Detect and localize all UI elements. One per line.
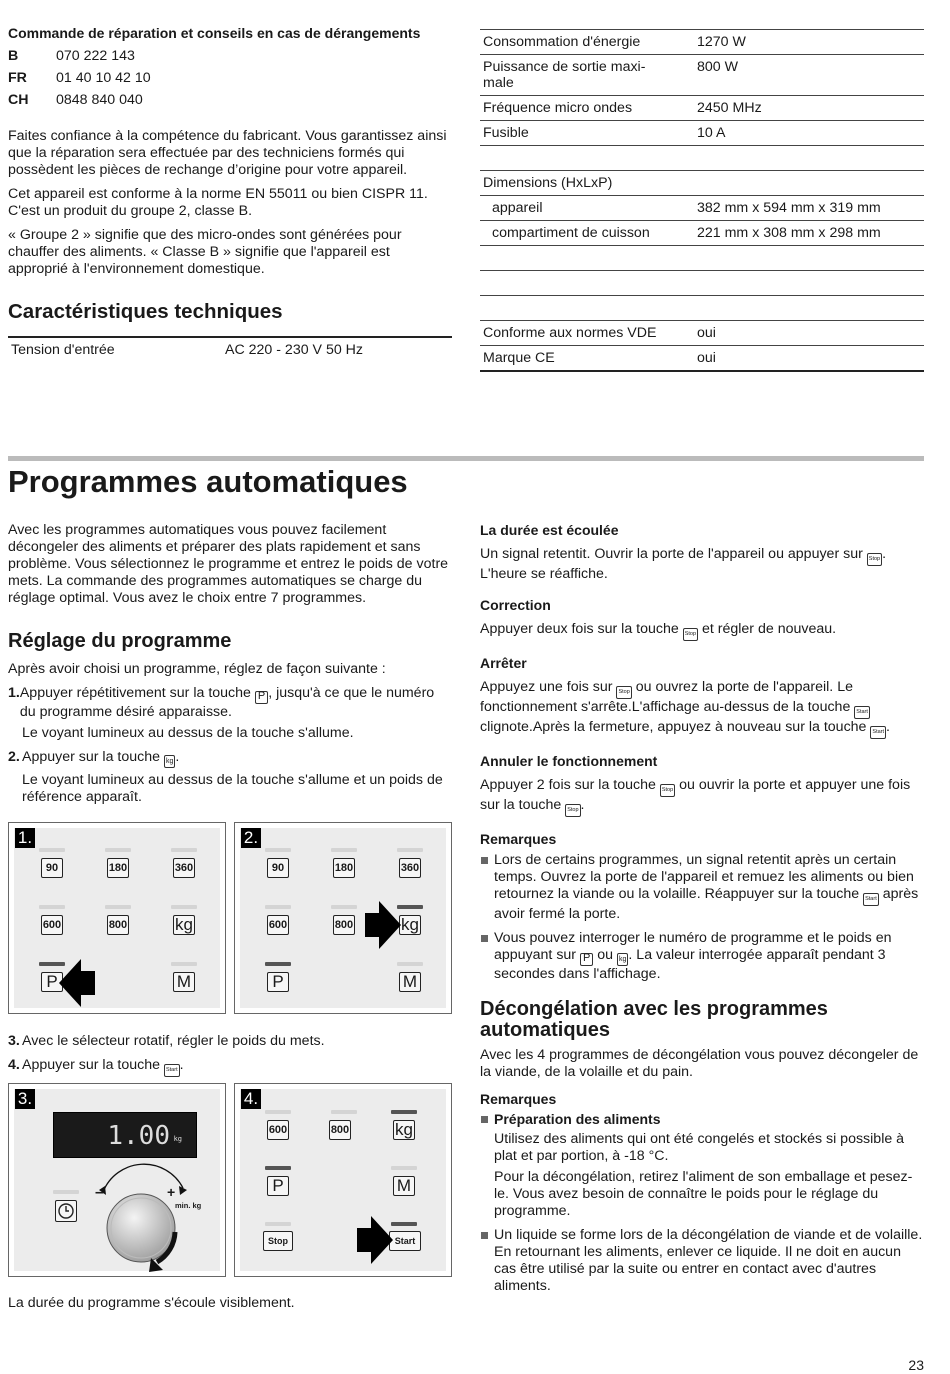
- arrow-right-icon: [357, 1214, 393, 1266]
- program-runs-note: La durée du programme s'écoule visiblement.: [8, 1295, 295, 1311]
- remark-item: Lors de certains programmes, un signal retentit après un certain temps. Ouvrez la porte de l'appareil et remuez les aliments ou bien retournez la viande ou la volaille. Réappuyer sur la touche Start après avoir fermé la porte.: [480, 852, 924, 923]
- button-p: P: [267, 1176, 289, 1196]
- tech-row-empty: [480, 146, 924, 171]
- display-screen: [53, 1112, 197, 1158]
- panel-1-label: 1.: [15, 828, 35, 848]
- step-4: 4. Appuyer sur la touche Start .: [8, 1057, 452, 1077]
- stop-heading: Arrêter: [480, 655, 527, 671]
- tech-title: Caractéristiques techniques: [8, 300, 283, 323]
- tech-row: Dimensions (HxLxP): [480, 171, 924, 196]
- tech-row: Marque CE oui: [480, 346, 924, 372]
- button-180: 180: [107, 858, 129, 878]
- phone-row-fr: FR 01 40 10 42 10: [8, 70, 151, 86]
- page-number: 23: [908, 1357, 924, 1373]
- arrow-left-icon: [59, 957, 95, 1009]
- phone-row-b: B 070 222 143: [8, 48, 135, 64]
- button-800: 800: [107, 915, 129, 935]
- step-1-note: Le voyant lumineux au dessus de la touche s'allume.: [22, 725, 354, 741]
- defrost-title: Décongélation avec les programmes automatiques: [480, 998, 828, 1041]
- finished-paragraph: Un signal retentit. Ouvrir la porte de l'appareil ou appuyer sur Stop . L'heure se réaffiche.: [480, 546, 887, 582]
- panel-3: [8, 1083, 226, 1277]
- tech-row: Consommation d'énergie 1270 W: [480, 30, 924, 55]
- repair-paragraph-2: Cet appareil est conforme à la norme EN 55011 ou bien CISPR 11. C'est un produit du groupe 2, classe B.: [8, 186, 428, 219]
- reglage-intro: Après avoir choisi un programme, réglez de façon suivante :: [8, 661, 386, 677]
- button-600: 600: [267, 915, 289, 935]
- tech-row-empty: [480, 271, 924, 296]
- button-800: 800: [329, 1120, 351, 1140]
- prep-paragraph-1: Utilisez des aliments qui ont été congelés et stockés si possible à plat et par portion, à -18 °C.: [494, 1131, 905, 1164]
- button-kg: kg: [393, 1120, 415, 1140]
- prep-paragraph-2: Pour la décongélation, retirez l'aliment de son emballage et pesez-le. Vous avez besoin de connaître le poids pour le réglage du programme.: [494, 1169, 913, 1219]
- tech-row: compartiment de cuisson 221 mm x 308 mm x 298 mm: [480, 221, 924, 246]
- display-unit: kg: [173, 1135, 182, 1143]
- button-m: M: [399, 972, 421, 992]
- step-2-note: Le voyant lumineux au dessus de la touche s'allume et un poids de référence apparaît.: [22, 772, 443, 805]
- rotary-knob-icon: [91, 1162, 201, 1274]
- clock-button: [55, 1200, 77, 1222]
- finished-heading: La durée est écoulée: [480, 522, 619, 538]
- button-start: Start: [389, 1231, 421, 1251]
- minus-label: –: [95, 1184, 104, 1201]
- tech-row: Puissance de sortie maxi-male 800 W: [480, 55, 924, 96]
- clock-icon: [56, 1201, 76, 1221]
- button-360: 360: [173, 858, 195, 878]
- tech-row: appareil 382 mm x 594 mm x 319 mm: [480, 196, 924, 221]
- button-600: 600: [267, 1120, 289, 1140]
- button-90: 90: [41, 858, 63, 878]
- correction-paragraph: Appuyer deux fois sur la touche Stop et régler de nouveau.: [480, 621, 924, 641]
- tech-table: [480, 29, 924, 372]
- repair-paragraph-1: Faites confiance à la compétence du fabricant. Vous garantissez ainsi que la réparation sera effectuée par des techniciens formés qui possèdent les pièces de rechange d’origine pour votre appareil.: [8, 128, 447, 178]
- button-90: 90: [267, 858, 289, 878]
- correction-heading: Correction: [480, 597, 551, 613]
- button-600: 600: [41, 915, 63, 935]
- panel-4-label: 4.: [241, 1089, 261, 1109]
- button-stop: Stop: [263, 1231, 293, 1251]
- tech-row: Fusible 10 A: [480, 121, 924, 146]
- repair-paragraph-3: « Groupe 2 » signifie que des micro-ondes sont générées pour chauffer des aliments. « Classe B » signifie que l'appareil est approprié à l'environnement domestique.: [8, 227, 402, 277]
- button-kg: kg: [399, 915, 421, 935]
- section-divider: [8, 456, 924, 461]
- step-3: 3. Avec le sélecteur rotatif, régler le poids du mets.: [8, 1033, 325, 1049]
- tech-row: Conforme aux normes VDE oui: [480, 321, 924, 346]
- tech-row: Fréquence micro ondes 2450 MHz: [480, 96, 924, 121]
- button-800: 800: [333, 915, 355, 935]
- button-180: 180: [333, 858, 355, 878]
- button-360: 360: [399, 858, 421, 878]
- cancel-heading: Annuler le fonctionnement: [480, 753, 658, 769]
- button-kg: kg: [173, 915, 195, 935]
- panel-2-label: 2.: [241, 828, 261, 848]
- steps-3-4: [8, 1033, 452, 1077]
- defrost-intro: Avec les 4 programmes de décongélation vous pouvez décongeler de la viande, de la volaille et du pain.: [480, 1047, 919, 1080]
- tech-row-empty: [480, 246, 924, 271]
- button-m: M: [393, 1176, 415, 1196]
- button-p: P: [267, 972, 289, 992]
- remark-item: Vous pouvez interroger le numéro de programme et le poids en appuyant sur P ou kg . La valeur interrogée apparaît pendant 3 secondes dans l'affichage.: [480, 930, 924, 983]
- auto-right-column: [480, 522, 924, 1295]
- display-value: 1.00: [107, 1121, 170, 1151]
- tech-row-empty: [480, 296, 924, 321]
- phone-row-ch: CH 0848 840 040: [8, 92, 143, 108]
- panel-2: [234, 822, 452, 1014]
- remark-item: Préparation des aliments: [480, 1111, 924, 1128]
- reglage-title: Réglage du programme: [8, 630, 232, 652]
- step-2: 2. Appuyer sur la touche kg .: [8, 749, 452, 768]
- auto-intro: Avec les programmes automatiques vous pouvez facilement décongeler des aliments et préparer des plats rapidement et sans problème. Vous sélectionnez le programme et entrez le poids de votre mets. La commande des programmes automatiques se charge du réglage optimal. Vous avez le choix entre 7 programmes.: [8, 522, 449, 606]
- auto-left-column: [8, 522, 452, 806]
- cancel-paragraph: Appuyer 2 fois sur la touche Stop ou ouvrir la porte et appuyer une fois sur la touche Stop .: [480, 777, 924, 817]
- panel-4: [234, 1083, 452, 1277]
- panel-1: [8, 822, 226, 1014]
- phone-list: [8, 45, 452, 111]
- step-1: 1. Appuyer répétitivement sur la touche P , jusqu'à ce que le numéro du programme désiré apparaisse.: [8, 685, 435, 720]
- remarks-heading: Remarques: [480, 831, 557, 847]
- repair-section: [8, 25, 452, 362]
- auto-title: Programmes automatiques: [8, 464, 408, 499]
- min-kg-label: min. kg: [175, 1201, 202, 1210]
- panel-3-label: 3.: [15, 1089, 35, 1109]
- button-m: M: [173, 972, 195, 992]
- tech-row-tension: Tension d'entrée AC 220 - 230 V 50 Hz: [11, 342, 364, 358]
- plus-label: +: [167, 1184, 176, 1200]
- arrow-right-icon: [365, 899, 401, 951]
- repair-heading: Commande de réparation et conseils en cas de dérangements: [8, 25, 421, 41]
- remarks-heading-2: Remarques: [480, 1091, 557, 1107]
- button-p: P: [41, 972, 63, 992]
- stop-paragraph: Appuyez une fois sur Stop ou ouvrez la porte de l'appareil. Le fonctionnement s'arrête.L'affichage au-dessus de la touche Start clignote.Après la fermeture, appuyez à nouveau sur la touche Start .: [480, 679, 924, 739]
- remark-item: Un liquide se forme lors de la décongélation de viande et de volaille. En retournant les aliments, enlever ce liquide. Il ne doit en aucun cas être utilisé par la suite ou entrer en contact avec d'autres aliments.: [480, 1227, 924, 1295]
